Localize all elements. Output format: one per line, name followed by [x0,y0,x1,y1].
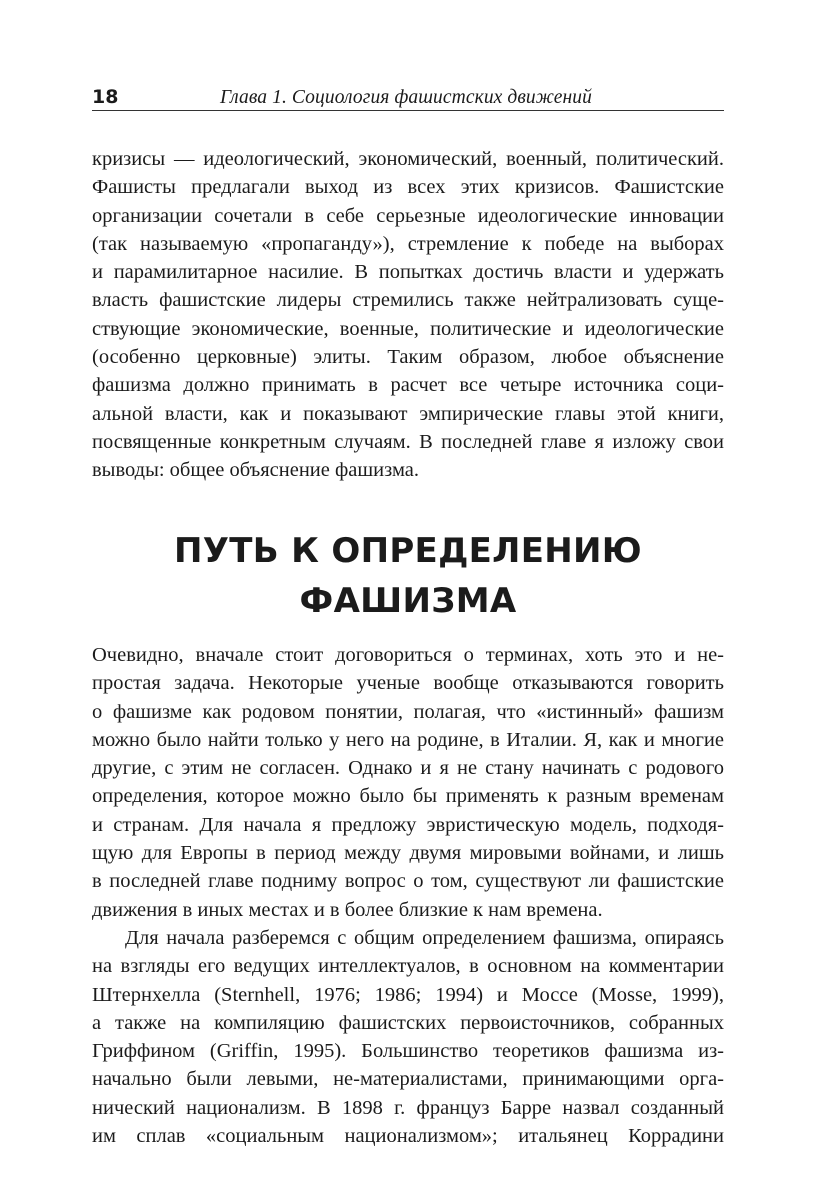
text-line: щую для Европы в период между двумя мировыми войнами, и лишь [92,842,724,865]
text-line: выводы: общее объяснение фашизма. [92,459,419,482]
text-line: движения в иных местах и в более близкие к нам времена. [92,898,603,921]
text-line: простая задача. Некоторые ученые вообще отказываются говорить [92,672,724,695]
text-line: Для начала разберемся с общим определением фашизма, опираясь [125,927,724,949]
text-line: можно было найти только у него на родине, в Италии. Я, как и многие [92,728,724,751]
paragraph-1 [92,145,724,485]
text-line: в последней главе подниму вопрос о том, существуют ли фашистские [92,870,724,893]
text-line: определения, которое можно было бы применять к разным временам [92,785,724,808]
text-line: фашизма должно принимать в расчет все четыре источника соци- [92,374,724,397]
text-line: посвященные конкретным случаям. В последней главе я изложу свои [92,430,724,453]
section-heading-line: ФАШИЗМА [299,581,517,621]
text-line: (так называемую «пропаганду»), стремление к победе на выборах [92,232,724,255]
text-line: им сплав «социальным национализмом»; итальянец Коррадини [92,1125,724,1148]
text-line: Очевидно, вначале стоит договориться о терминах, хоть это и не- [92,644,724,666]
text-line: а также на компиляцию фашистских первоисточников, собранных [92,1011,724,1034]
text-line: Фашисты предлагали выход из всех этих кризисов. Фашистские [92,176,724,199]
paragraph-2 [92,641,724,924]
text-line: кризисы — идеологический, экономический, военный, политический. [92,148,724,170]
text-line: и странам. Для начала я предложу эвристическую модель, подходя- [92,813,724,836]
text-line: и парамилитарное насилие. В попытках достичь власти и удержать [92,261,724,284]
page-number: 18 [92,86,119,108]
text-line: начально были левыми, не-материалистами, принимающими орга- [92,1068,724,1091]
text-line: о фашизме как родовом понятии, полагая, что «истинный» фашизм [92,700,724,723]
paragraph-3 [92,924,724,1150]
text-line: (особенно церковные) элиты. Таким образом, любое объяснение [92,346,724,369]
text-line: другие, с этим не согласен. Однако и я не стану начинать с родового [92,757,724,780]
section-heading-line: ПУТЬ К ОПРЕДЕЛЕНИЮ [174,531,642,571]
section-heading [92,526,724,626]
text-line: власть фашистские лидеры стремились также нейтрализовать суще- [92,289,724,312]
chapter-title: Глава 1. Социология фашистских движений [220,87,592,108]
text-line: альной власти, как и показывают эмпирические главы этой книги, [92,402,724,425]
text-line: на взгляды его ведущих интеллектуалов, в основном на комментарии [92,955,724,978]
text-line: ствующие экономические, военные, политические и идеологические [92,317,724,340]
text-line: нический национализм. В 1898 г. француз Барре назвал созданный [92,1096,724,1119]
text-line: Гриффином (Griffin, 1995). Большинство теоретиков фашизма из- [92,1040,724,1063]
text-line: организации сочетали в себе серьезные идеологические инновации [92,204,724,227]
running-header [92,82,724,111]
text-line: Штернхелла (Sternhell, 1976; 1986; 1994) и Моссе (Mosse, 1999), [92,983,724,1006]
